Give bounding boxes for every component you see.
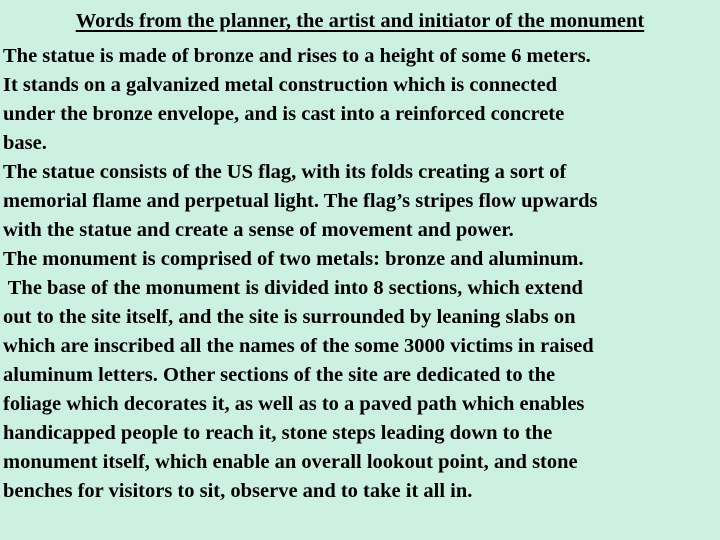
body-line: The base of the monument is divided into 8 sections, which extend [3,277,583,299]
body-line: The statue consists of the US flag, with its folds creating a sort of [3,161,567,183]
body-line: under the bronze envelope, and is cast into a reinforced concrete [3,103,565,125]
body-line: memorial flame and perpetual light. The flag’s stripes flow upwards [3,190,598,212]
body-line: out to the site itself, and the site is surrounded by leaning slabs on [3,306,576,328]
body-line: which are inscribed all the names of the some 3000 victims in raised [3,335,594,357]
slide-body [3,42,718,506]
body-line: monument itself, which enable an overall lookout point, and stone [3,451,578,473]
body-line: handicapped people to reach it, stone steps leading down to the [3,422,553,444]
body-line: It stands on a galvanized metal construction which is connected [3,74,558,96]
slide-title: Words from the planner, the artist and initiator of the monument [75,10,645,32]
body-line: foliage which decorates it, as well as to a paved path which enables [3,393,585,415]
body-line: The statue is made of bronze and rises to a height of some 6 meters. [3,45,591,67]
body-line: The monument is comprised of two metals: bronze and aluminum. [3,248,584,270]
body-line: benches for visitors to sit, observe and to take it all in. [3,480,473,502]
body-line: base. [3,132,47,154]
body-line: with the statue and create a sense of movement and power. [3,219,514,241]
body-line: aluminum letters. Other sections of the site are dedicated to the [3,364,556,386]
